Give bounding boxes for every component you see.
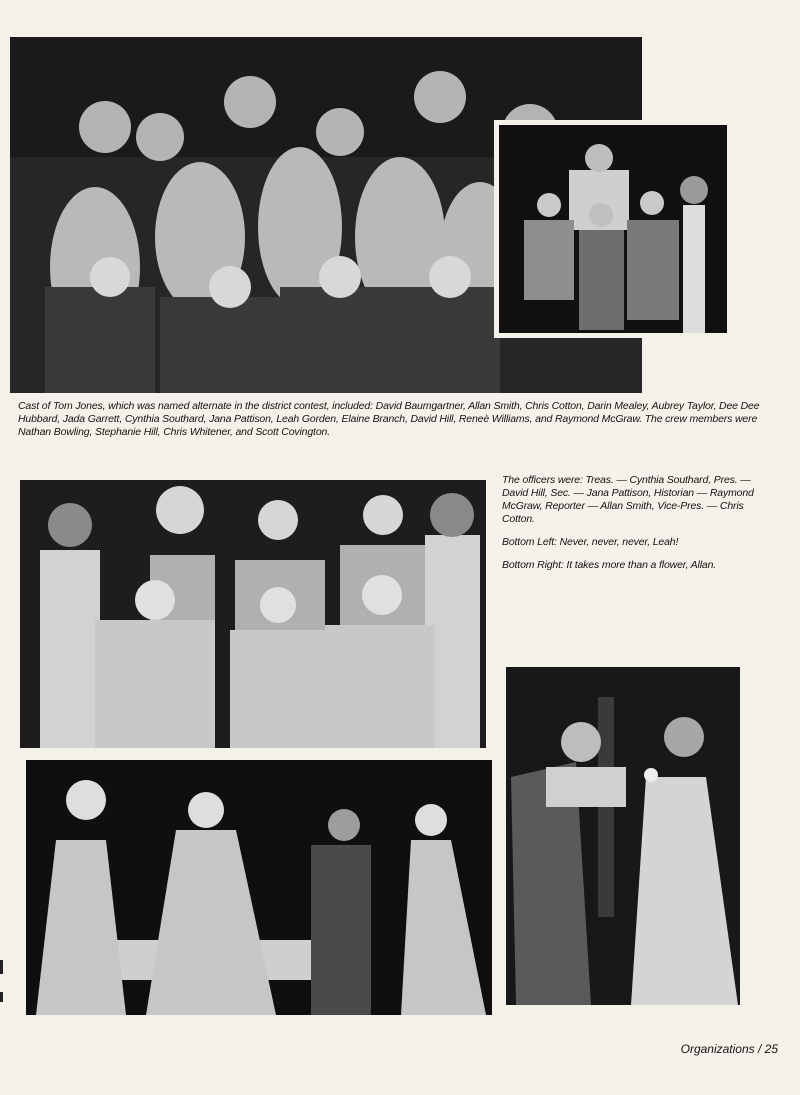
scene-photo-ladies <box>26 760 492 1015</box>
bottom-right-caption: Bottom Right: It takes more than a flower, Allan. <box>502 559 717 571</box>
officers-caption: The officers were: Treas. — Cynthia Southard, Pres. — David Hill, Sec. — Jana Pattison, Historian — Raymond McGraw, Reporter — Allan Smith, Vice-Pres. — Chris Cotton. <box>502 474 754 525</box>
page-folio: Organizations / 25 <box>680 1042 778 1056</box>
binding-edge-mark <box>0 992 3 1002</box>
bottom-left-caption: Bottom Left: Never, never, never, Leah! <box>502 536 679 548</box>
officers-photo <box>499 125 727 333</box>
cast-caption: Cast of Tom Jones, which was named alternate in the district contest, included: David Baumgartner, Allan Smith, Chris Cotton, Darin Mealey, Aubrey Taylor, Dee Dee Hubbard, Jada Garrett, Cynthia Southard, Jana Pattison, Leah Gorden, Elaine Branch, David Hill, Reneè Williams, and Raymond McGraw. The crew members were Nathan Bowling, Stephanie Hill, Chris Whitener, and Scott Covington. <box>18 400 760 438</box>
officers-caption-block <box>502 474 764 582</box>
binding-edge-mark <box>0 960 3 974</box>
group-photo <box>20 480 486 748</box>
scene-photo-flower <box>506 667 740 1005</box>
